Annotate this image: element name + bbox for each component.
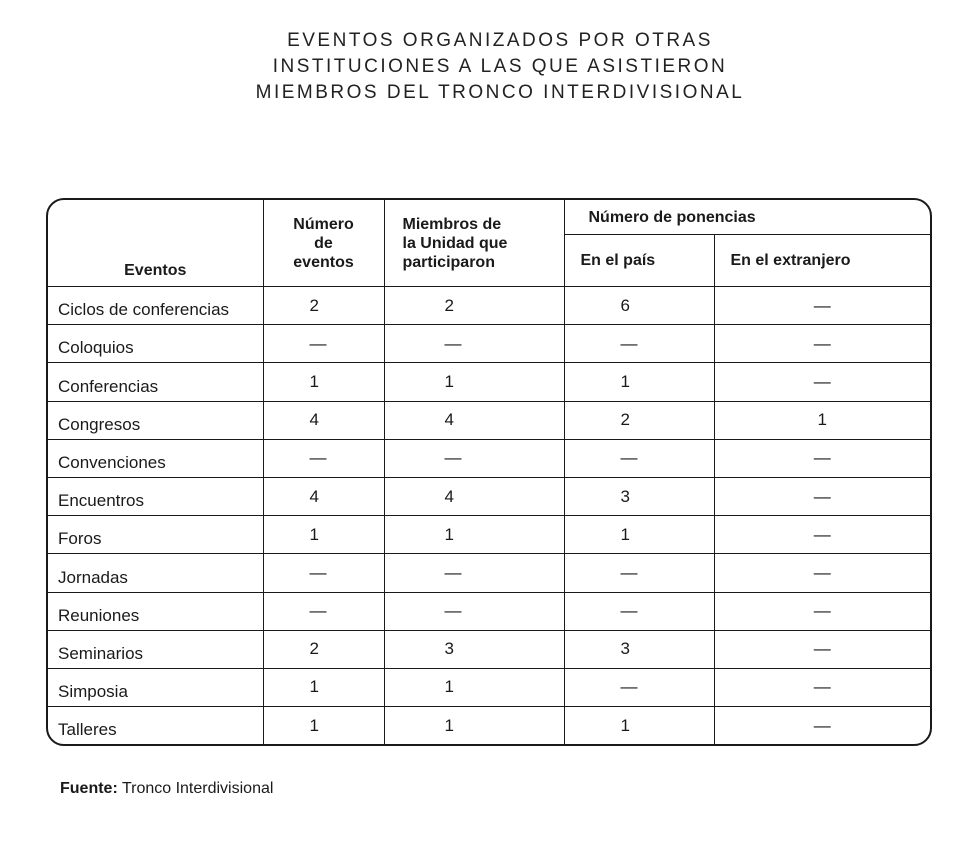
row-event-name: Coloquios xyxy=(48,325,263,363)
row-en-el-extranjero: — xyxy=(714,325,930,363)
row-en-el-pais: — xyxy=(564,325,714,363)
header-miembros-line-2: la Unidad que xyxy=(402,234,508,252)
row-event-name: Convenciones xyxy=(48,439,263,477)
table-row xyxy=(48,439,930,477)
header-miembros-line-3: participaron xyxy=(402,253,495,271)
row-en-el-pais: 2 xyxy=(564,401,714,439)
row-event-name: Encuentros xyxy=(48,477,263,515)
table-row xyxy=(48,668,930,706)
row-numero-eventos: 4 xyxy=(263,401,384,439)
row-numero-eventos: 1 xyxy=(263,516,384,554)
row-miembros: 1 xyxy=(384,516,564,554)
row-en-el-extranjero: — xyxy=(714,554,930,592)
row-numero-eventos: 1 xyxy=(263,668,384,706)
table-row xyxy=(48,592,930,630)
header-numero-eventos xyxy=(263,200,384,287)
row-en-el-pais: — xyxy=(564,439,714,477)
source-label: Fuente: xyxy=(60,780,118,797)
row-numero-eventos: — xyxy=(263,325,384,363)
row-miembros: — xyxy=(384,592,564,630)
row-numero-eventos: 2 xyxy=(263,630,384,668)
events-table-frame xyxy=(46,198,932,746)
row-en-el-pais: 6 xyxy=(564,287,714,325)
source-text: Tronco Interdivisional xyxy=(121,780,274,797)
row-event-name: Foros xyxy=(48,516,263,554)
row-event-name: Congresos xyxy=(48,401,263,439)
row-en-el-extranjero: 1 xyxy=(714,401,930,439)
table-row xyxy=(48,325,930,363)
header-en-el-extranjero: En el extranjero xyxy=(714,235,930,287)
table-row xyxy=(48,630,930,668)
row-numero-eventos: 1 xyxy=(263,707,384,744)
header-numero-ponencias: Número de ponencias xyxy=(564,200,930,235)
row-numero-eventos: 1 xyxy=(263,363,384,401)
table-row xyxy=(48,516,930,554)
row-en-el-pais: 1 xyxy=(564,363,714,401)
row-en-el-extranjero: — xyxy=(714,439,930,477)
header-numero-eventos-line-3: eventos xyxy=(293,253,354,271)
row-en-el-extranjero: — xyxy=(714,592,930,630)
row-en-el-extranjero: — xyxy=(714,707,930,744)
row-miembros: 2 xyxy=(384,287,564,325)
row-miembros: — xyxy=(384,325,564,363)
document-title xyxy=(230,28,770,106)
row-miembros: 1 xyxy=(384,707,564,744)
row-en-el-extranjero: — xyxy=(714,477,930,515)
row-event-name: Seminarios xyxy=(48,630,263,668)
table-row xyxy=(48,477,930,515)
row-en-el-pais: 1 xyxy=(564,516,714,554)
row-en-el-pais: — xyxy=(564,668,714,706)
table-row xyxy=(48,363,930,401)
row-en-el-pais: 3 xyxy=(564,630,714,668)
row-en-el-extranjero: — xyxy=(714,516,930,554)
header-en-el-pais: En el país xyxy=(564,235,714,287)
row-numero-eventos: — xyxy=(263,554,384,592)
row-miembros: 4 xyxy=(384,401,564,439)
row-miembros: — xyxy=(384,554,564,592)
row-numero-eventos: 4 xyxy=(263,477,384,515)
row-event-name: Simposia xyxy=(48,668,263,706)
row-numero-eventos: — xyxy=(263,592,384,630)
events-table xyxy=(48,200,930,744)
header-numero-eventos-line-2: de xyxy=(314,234,333,252)
row-event-name: Talleres xyxy=(48,707,263,744)
row-miembros: 3 xyxy=(384,630,564,668)
row-numero-eventos: 2 xyxy=(263,287,384,325)
header-numero-eventos-line-1: Número xyxy=(293,215,354,233)
title-line-2: INSTITUCIONES A LAS QUE ASISTIERON xyxy=(272,56,728,77)
title-line-3: MIEMBROS DEL TRONCO INTERDIVISIONAL xyxy=(255,82,745,103)
row-en-el-pais: — xyxy=(564,592,714,630)
row-en-el-extranjero: — xyxy=(714,630,930,668)
row-event-name: Jornadas xyxy=(48,554,263,592)
row-en-el-pais: 1 xyxy=(564,707,714,744)
row-en-el-extranjero: — xyxy=(714,363,930,401)
row-en-el-pais: — xyxy=(564,554,714,592)
row-event-name: Ciclos de conferencias xyxy=(48,287,263,325)
source-note xyxy=(60,780,273,798)
row-en-el-pais: 3 xyxy=(564,477,714,515)
row-event-name: Conferencias xyxy=(48,363,263,401)
row-numero-eventos: — xyxy=(263,439,384,477)
table-row xyxy=(48,401,930,439)
table-row xyxy=(48,554,930,592)
title-line-1: EVENTOS ORGANIZADOS POR OTRAS xyxy=(287,30,713,51)
row-en-el-extranjero: — xyxy=(714,287,930,325)
row-miembros: 4 xyxy=(384,477,564,515)
table-row xyxy=(48,287,930,325)
table-row xyxy=(48,707,930,744)
row-miembros: 1 xyxy=(384,363,564,401)
row-event-name: Reuniones xyxy=(48,592,263,630)
row-miembros: 1 xyxy=(384,668,564,706)
header-miembros xyxy=(384,200,564,287)
row-miembros: — xyxy=(384,439,564,477)
row-en-el-extranjero: — xyxy=(714,668,930,706)
header-miembros-line-1: Miembros de xyxy=(402,215,502,233)
header-eventos: Eventos xyxy=(48,200,263,287)
